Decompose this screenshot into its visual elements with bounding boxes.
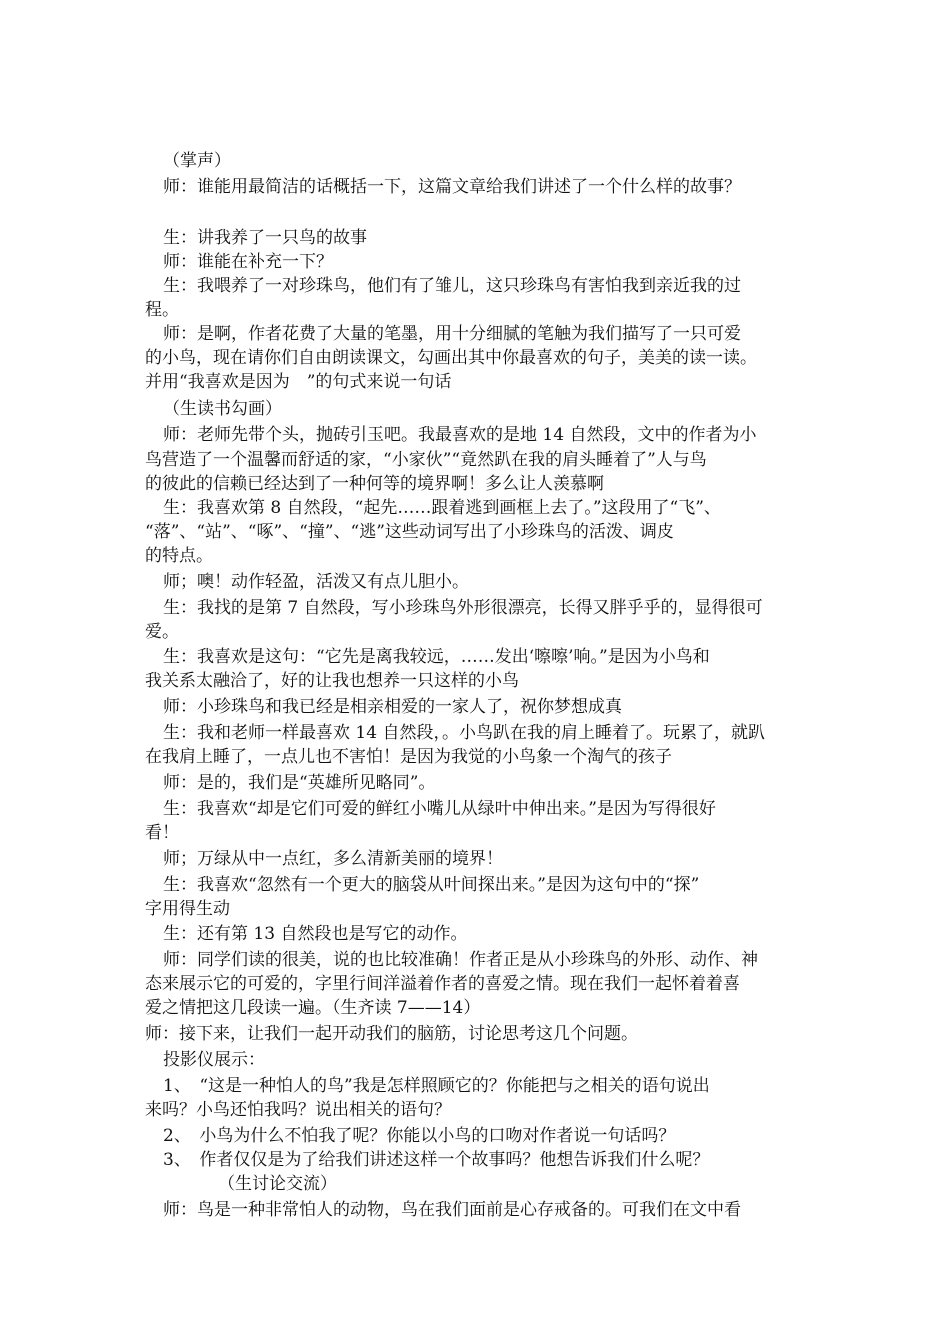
text-line: 师；噢！动作轻盈，活泼又有点儿胆小。 <box>163 572 469 592</box>
text-line: 的特点。 <box>145 546 213 566</box>
text-line: 师：老师先带个头，抛砖引玉吧。我最喜欢的是地 14 自然段，文中的作者为小 <box>163 425 757 445</box>
text-line: 生：我喜欢“却是它们可爱的鲜红小嘴儿从绿叶中伸出来。”是因为写得很好 <box>163 799 716 819</box>
text-line: 字用得生动 <box>145 899 230 919</box>
text-line: 的彼此的信赖已经达到了一种何等的境界啊！多么让人羡慕啊 <box>145 474 604 494</box>
text-line: 态来展示它的可爱的，字里行间洋溢着作者的喜爱之情。现在我们一起怀着着喜 <box>145 974 740 994</box>
text-line: 爱。 <box>145 622 179 642</box>
text-line: 在我肩上睡了，一点儿也不害怕！是因为我觉的小鸟象一个淘气的孩子 <box>145 747 672 767</box>
text-line: （掌声） <box>163 151 231 171</box>
text-line: 生：我喜欢是这句：“它先是离我较远，……发出‘嚓嚓’响。”是因为小鸟和 <box>163 647 710 667</box>
text-line: 我关系太融洽了，好的让我也想养一只这样的小鸟 <box>145 671 519 691</box>
text-line: （生讨论交流） <box>218 1174 337 1194</box>
text-line: 师：小珍珠鸟和我已经是相亲相爱的一家人了，祝你梦想成真 <box>163 697 622 717</box>
text-line: 程。 <box>145 300 179 320</box>
text-line: 2、 小鸟为什么不怕我了呢？你能以小鸟的口吻对作者说一句话吗？ <box>163 1126 676 1146</box>
text-line: 生：我喜欢“忽然有一个更大的脑袋从叶间探出来。”是因为这句中的“探” <box>163 875 700 895</box>
text-line: 鸟营造了一个温馨而舒适的家，“小家伙”“竟然趴在我的肩头睡着了”人与鸟 <box>145 450 707 470</box>
text-line: 师：接下来，让我们一起开动我们的脑筋，讨论思考这几个问题。 <box>145 1024 638 1044</box>
text-line: 生：讲我养了一只鸟的故事 <box>163 228 367 248</box>
text-line: 看！ <box>145 823 179 843</box>
text-line: 师：谁能在补充一下？ <box>163 252 333 272</box>
text-line: 师；万绿从中一点红，多么清新美丽的境界！ <box>163 849 503 869</box>
text-line: “落”、“站”、“啄”、“撞”、“逃”这些动词写出了小珍珠鸟的活泼、调皮 <box>145 522 674 542</box>
text-line: 3、 作者仅仅是为了给我们讲述这样一个故事吗？他想告诉我们什么呢？ <box>163 1150 710 1170</box>
text-line: 生：我喜欢第 8 自然段，“起先……跟着逃到画框上去了。”这段用了“飞”、 <box>163 498 721 518</box>
text-line: 生：我找的是第 7 自然段，写小珍珠鸟外形很漂亮，长得又胖乎乎的，显得很可 <box>163 598 763 618</box>
text-line: 师：是啊，作者花费了大量的笔墨，用十分细腻的笔触为我们描写了一只可爱 <box>163 324 741 344</box>
text-line: 师：同学们读的很美，说的也比较准确！作者正是从小珍珠鸟的外形、动作、神 <box>163 950 758 970</box>
text-line: 来吗？小鸟还怕我吗？说出相关的语句？ <box>145 1100 451 1120</box>
text-line: 并用“我喜欢是因为 ”的句式来说一句话 <box>145 372 452 392</box>
text-line: 的小鸟，现在请你们自由朗读课文，勾画出其中你最喜欢的句子，美美的读一读。 <box>145 348 757 368</box>
text-line: 师：鸟是一种非常怕人的动物，鸟在我们面前是心存戒备的。可我们在文中看 <box>163 1200 741 1220</box>
text-line: 师：是的，我们是“英雄所见略同”。 <box>163 773 436 793</box>
text-line: 投影仪展示： <box>163 1050 265 1070</box>
text-line: 1、 “这是一种怕人的鸟”我是怎样照顾它的？你能把与之相关的语句说出 <box>163 1076 710 1096</box>
text-line: （生读书勾画） <box>163 399 282 419</box>
text-line: 爱之情把这几段读一遍。（生齐读 7——14） <box>145 998 481 1018</box>
text-line: 生：还有第 13 自然段也是写它的动作。 <box>163 924 468 944</box>
text-line: 生：我和老师一样最喜欢 14 自然段，。小鸟趴在我的肩上睡着了。玩累了，就趴 <box>163 723 765 743</box>
text-line: 师：谁能用最简洁的话概括一下，这篇文章给我们讲述了一个什么样的故事？ <box>163 177 741 197</box>
text-line: 生：我喂养了一对珍珠鸟，他们有了雏儿，这只珍珠鸟有害怕我到亲近我的过 <box>163 276 741 296</box>
